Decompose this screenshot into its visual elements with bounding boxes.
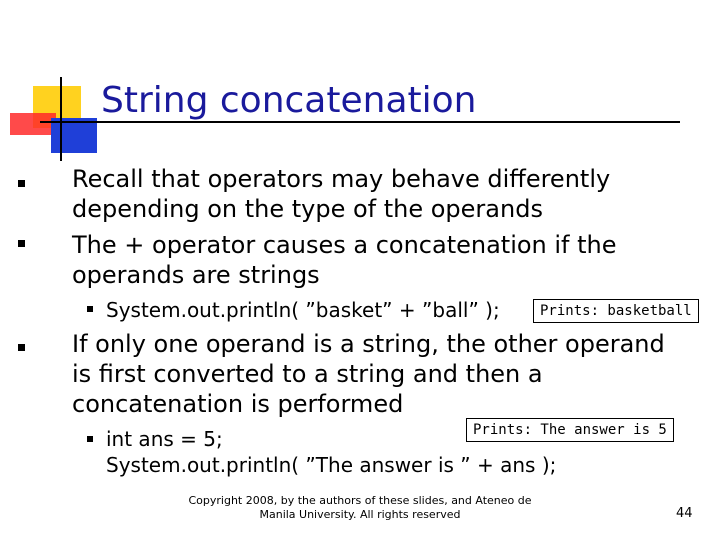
bullet-2-line-2: operands are strings	[72, 261, 320, 289]
bullet-marker	[18, 344, 25, 351]
bullet-3-line-1: If only one operand is a string, the other operand	[72, 330, 665, 358]
bullet-2-line-1: The + operator causes a concatenation if the	[72, 231, 617, 259]
code-line-3: System.out.println( ”The answer is ” + ans );	[106, 453, 557, 477]
bullet-1-text	[72, 164, 610, 224]
sub-bullet-marker	[87, 436, 93, 442]
code-line-1: System.out.println( ”basket” + ”ball” );	[106, 298, 500, 322]
sub-bullet-marker	[87, 306, 93, 312]
code-line-2: int ans = 5;	[106, 427, 223, 451]
bullet-1-line-2: depending on the type of the operands	[72, 195, 543, 223]
slide-title: String concatenation	[101, 80, 477, 121]
decor-vertical-line	[60, 77, 62, 161]
bullet-3-line-2: is first converted to a string and then a	[72, 360, 543, 388]
bullet-2-text	[72, 230, 617, 290]
callout-basketball: Prints: basketball	[533, 299, 699, 323]
footer-line-2: Manila University. All rights reserved	[259, 508, 461, 521]
footer-line-1: Copyright 2008, by the authors of these slides, and Ateneo de	[188, 494, 532, 507]
decor-blue-square	[51, 118, 97, 153]
decor-red-square	[10, 113, 56, 135]
bullet-marker	[18, 240, 25, 247]
bullet-1-line-1: Recall that operators may behave differently	[72, 165, 611, 193]
bullet-marker	[18, 180, 25, 187]
code-block-2	[106, 426, 556, 478]
page-number: 44	[676, 506, 693, 521]
bullet-3-text	[72, 329, 665, 419]
title-underline	[40, 121, 680, 123]
copyright-footer	[180, 494, 540, 522]
callout-answer: Prints: The answer is 5	[466, 418, 674, 442]
bullet-3-line-3: concatenation is performed	[72, 390, 404, 418]
